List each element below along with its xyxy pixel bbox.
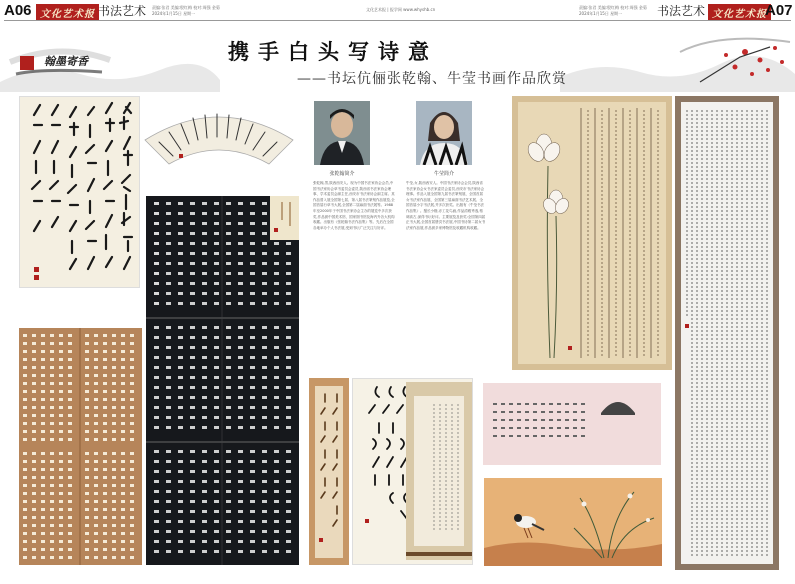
portrait-zhang: [314, 101, 370, 165]
artwork-long-xiaokai-scroll: [675, 96, 779, 570]
left-page-number: A06: [4, 2, 32, 19]
column-logo: [14, 50, 104, 78]
calligraphy-strokes-icon: [20, 97, 141, 289]
artwork-blank-hanging-scroll: [406, 382, 472, 560]
artwork-brown-calligraphy-panel: [19, 328, 142, 565]
rubbing-text-icon: [146, 196, 299, 565]
right-masthead-badge: 文化艺术报: [708, 4, 771, 21]
artwork-calligraphy-scroll-1: [19, 96, 140, 288]
woman-portrait-icon: [416, 101, 472, 165]
brown-scroll-text-icon: [309, 378, 349, 565]
caption-niu: 牛莹简介: [433, 171, 454, 177]
artwork-fan-calligraphy: [139, 100, 299, 172]
right-info-line-1: 责编:张君 美编:殷红梅 校对:周强 金菊: [579, 5, 647, 10]
bio-text-zhang: 张乾翰,男,陕西西安人。现为中国书法家协会会员,中国书法家协会草书委员会委员,陕西省书法家协会理事、学术委员会副主任,西安市书法家协会副主席。其作品曾入展全国第七届、第八届书法篆刻作品展览,全国首届行草书大展,全国第二届扇面书法展等。1988年至2000年于中国书法家协会主办的展览中多次获奖,作品被中国美术馆、国家图书馆及海内外各大机构收藏。出版有《张乾翰书法作品集》等。先后在全国各地举办个人书法展,受到书坛广泛关注与好评。: [313, 181, 395, 230]
artwork-brown-scroll-small: [309, 378, 349, 565]
left-info-line-1: 责编:张君 美编:殷红梅 校对:周强 金菊: [152, 5, 220, 10]
bird-orchid-painting-icon: [484, 478, 662, 566]
column-logo-text: 翰墨寄香: [44, 55, 88, 68]
left-section-title: 书法艺术: [98, 4, 147, 18]
left-info-line-2: 2024年1月15日 星期一: [152, 11, 196, 16]
right-section-title: 书法艺术: [657, 4, 706, 18]
left-masthead-badge: 文化艺术报: [36, 4, 99, 21]
caption-zhang: 张乾翰简介: [329, 171, 355, 177]
bio-text-niu: 牛莹,女,陕西西安人。中国书法家协会会员,陕西省书法家协会女书法家委员会委员,西安市书法家协会理事。作品入展全国第九届书法篆刻展、全国首届女书法家作品展、全国第三届扇面书法艺术展、全国首届小字书法展,并多次获奖。出版有《牛莹书法作品集》。擅长小楷,亦工花鸟画,作品清雅秀逸,格调高古,深得书坛好评。主要展览及获奖:全国第四届正书大展,全国首届册页书法展,中国书协第二届女书法家作品展,作品被多家博物馆及收藏机构收藏。: [406, 181, 486, 230]
fan-shape-icon: [139, 100, 299, 172]
headline: 携手白头写诗意: [228, 40, 438, 64]
artwork-bird-orchid-painting: [484, 478, 662, 566]
right-page-number: A07: [765, 2, 793, 19]
hanging-scroll-icon: [406, 382, 472, 560]
subheadline: ——书坛伉俪张乾翰、牛莹书画作品欣赏: [297, 71, 567, 87]
right-info-line-2: 2024年1月15日 星期一: [579, 11, 623, 16]
artwork-black-rubbing: [146, 196, 299, 565]
center-header-info: 文化艺术报 | 报学网 www.whyshb.cn: [366, 7, 436, 12]
long-scroll-text-icon: [675, 96, 779, 570]
man-portrait-icon: [314, 101, 370, 165]
brown-panel-text-icon: [19, 328, 142, 565]
portrait-niu: [416, 101, 472, 165]
pink-piece-text-icon: [483, 383, 661, 465]
artwork-pink-horizontal-piece: [483, 383, 661, 465]
artwork-small-inscription: [270, 196, 299, 240]
lotus-painting-icon: [512, 96, 672, 370]
artwork-lotus-xiaokai: [512, 96, 672, 370]
header-divider: [4, 20, 791, 21]
inscription-seal-icon: [270, 196, 299, 240]
